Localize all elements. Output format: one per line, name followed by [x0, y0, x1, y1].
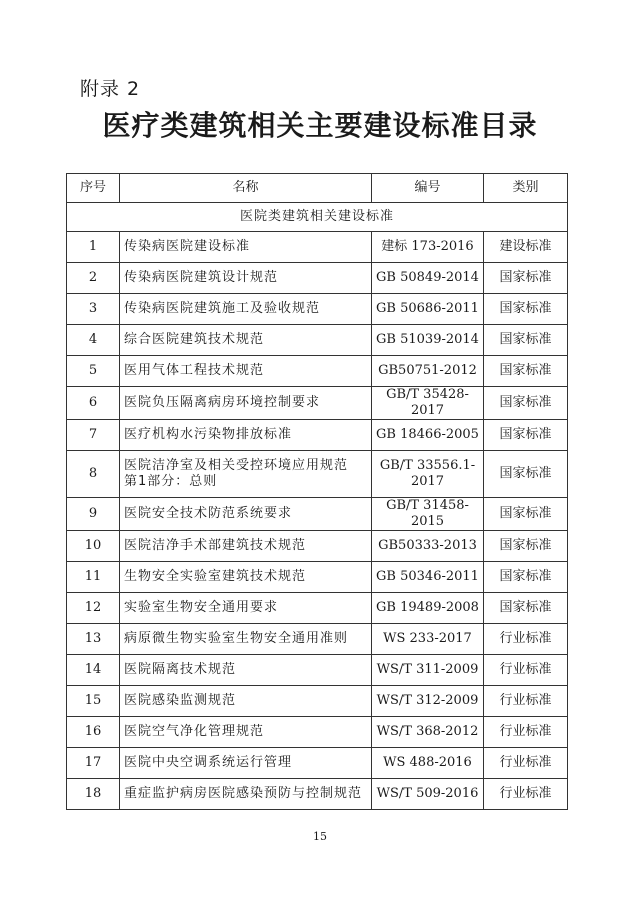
standard-code: GB50333-2013: [372, 531, 484, 562]
standard-name: 病原微生物实验室生物安全通用准则: [120, 624, 372, 655]
standard-category: 国家标准: [484, 562, 568, 593]
standard-category: 国家标准: [484, 420, 568, 451]
row-number: 18: [67, 779, 120, 810]
header-name: 名称: [120, 174, 372, 203]
table-row: [67, 593, 568, 624]
row-number: 15: [67, 686, 120, 717]
standard-name: 医院安全技术防范系统要求: [120, 498, 372, 531]
standard-code: WS/T 311-2009: [372, 655, 484, 686]
standard-name: 医院洁净室及相关受控环境应用规范 第1部分：总则: [120, 451, 372, 498]
standard-name: 传染病医院建筑施工及验收规范: [120, 294, 372, 325]
table-row: [67, 387, 568, 420]
standard-name: 医用气体工程技术规范: [120, 356, 372, 387]
appendix-label: 附录 2: [80, 78, 141, 100]
standard-code: GB/T 35428-2017: [372, 387, 484, 420]
row-number: 2: [67, 263, 120, 294]
standard-category: 国家标准: [484, 593, 568, 624]
standard-code: WS 488-2016: [372, 748, 484, 779]
row-number: 9: [67, 498, 120, 531]
table-row: [67, 420, 568, 451]
standard-code: 建标 173-2016: [372, 232, 484, 263]
row-number: 13: [67, 624, 120, 655]
table-row: [67, 779, 568, 810]
standard-name: 生物安全实验室建筑技术规范: [120, 562, 372, 593]
standard-code: GB 50686-2011: [372, 294, 484, 325]
standard-code: GB 18466-2005: [372, 420, 484, 451]
document-title: 医疗类建筑相关主要建设标准目录: [102, 109, 538, 142]
row-number: 10: [67, 531, 120, 562]
table-row: [67, 531, 568, 562]
standard-category: 行业标准: [484, 624, 568, 655]
row-number: 8: [67, 451, 120, 498]
standard-name: 传染病医院建筑设计规范: [120, 263, 372, 294]
standard-category: 建设标准: [484, 232, 568, 263]
row-number: 17: [67, 748, 120, 779]
page-number: 15: [313, 830, 327, 843]
table-row: [67, 562, 568, 593]
section-title: 医院类建筑相关建设标准: [67, 203, 568, 232]
table-row: [67, 624, 568, 655]
standard-name: 医院空气净化管理规范: [120, 717, 372, 748]
row-number: 3: [67, 294, 120, 325]
standard-name: 医院负压隔离病房环境控制要求: [120, 387, 372, 420]
standard-name: 实验室生物安全通用要求: [120, 593, 372, 624]
standard-code: GB 19489-2008: [372, 593, 484, 624]
standard-name: 医院感染监测规范: [120, 686, 372, 717]
row-number: 5: [67, 356, 120, 387]
table-row: [67, 232, 568, 263]
standard-category: 国家标准: [484, 294, 568, 325]
standard-category: 国家标准: [484, 451, 568, 498]
standard-code: GB 50346-2011: [372, 562, 484, 593]
standard-category: 行业标准: [484, 717, 568, 748]
header-no: 序号: [67, 174, 120, 203]
standard-name: 医院中央空调系统运行管理: [120, 748, 372, 779]
standard-category: 国家标准: [484, 387, 568, 420]
standard-code: GB/T 31458-2015: [372, 498, 484, 531]
row-number: 16: [67, 717, 120, 748]
standard-name: 医院隔离技术规范: [120, 655, 372, 686]
standard-name: 重症监护病房医院感染预防与控制规范: [120, 779, 372, 810]
standard-code: WS/T 312-2009: [372, 686, 484, 717]
standard-category: 国家标准: [484, 356, 568, 387]
standard-category: 国家标准: [484, 498, 568, 531]
table-row: [67, 717, 568, 748]
standard-category: 国家标准: [484, 263, 568, 294]
standard-code: GB 50849-2014: [372, 263, 484, 294]
section-row: [67, 203, 568, 232]
table-header-row: [67, 174, 568, 203]
standard-code: WS/T 509-2016: [372, 779, 484, 810]
row-number: 1: [67, 232, 120, 263]
standard-category: 行业标准: [484, 655, 568, 686]
table-row: [67, 451, 568, 498]
row-number: 4: [67, 325, 120, 356]
standard-name: 医疗机构水污染物排放标准: [120, 420, 372, 451]
table-row: [67, 325, 568, 356]
standard-category: 行业标准: [484, 686, 568, 717]
standard-name: 传染病医院建设标准: [120, 232, 372, 263]
standard-code: GB50751-2012: [372, 356, 484, 387]
header-type: 类别: [484, 174, 568, 203]
row-number: 12: [67, 593, 120, 624]
table-row: [67, 498, 568, 531]
table-row: [67, 294, 568, 325]
standard-code: GB/T 33556.1-2017: [372, 451, 484, 498]
standard-code: GB 51039-2014: [372, 325, 484, 356]
standard-name: 医院洁净手术部建筑技术规范: [120, 531, 372, 562]
table-row: [67, 356, 568, 387]
standards-table: [66, 173, 568, 810]
row-number: 7: [67, 420, 120, 451]
table-row: [67, 686, 568, 717]
header-code: 编号: [372, 174, 484, 203]
row-number: 6: [67, 387, 120, 420]
row-number: 14: [67, 655, 120, 686]
standard-category: 国家标准: [484, 531, 568, 562]
standard-category: 行业标准: [484, 748, 568, 779]
table-row: [67, 655, 568, 686]
row-number: 11: [67, 562, 120, 593]
standard-category: 行业标准: [484, 779, 568, 810]
standard-category: 国家标准: [484, 325, 568, 356]
table-row: [67, 748, 568, 779]
table-row: [67, 263, 568, 294]
standard-name: 综合医院建筑技术规范: [120, 325, 372, 356]
standard-code: WS 233-2017: [372, 624, 484, 655]
standard-code: WS/T 368-2012: [372, 717, 484, 748]
